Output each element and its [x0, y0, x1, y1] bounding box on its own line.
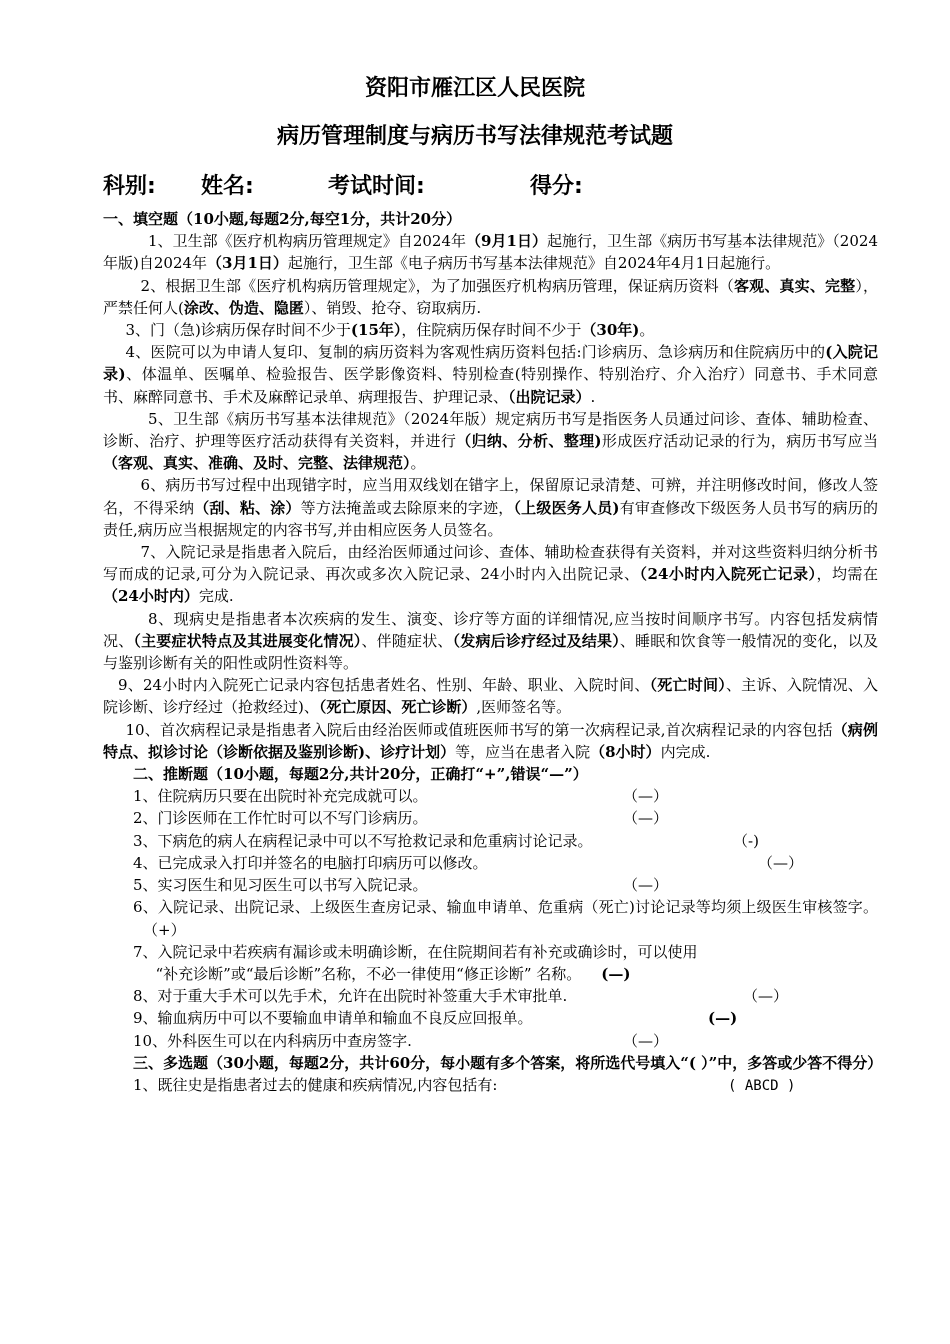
- section1-heading: 一、填空题（10小题,每题2分,每空1分，共计20分）: [103, 210, 462, 228]
- answer: （9月1日）: [466, 232, 547, 251]
- judge-question-6: 6、入院记录、出院记录、上级医生查房记录、输血申请单、危重病（死亡)讨论记录等均须上级医生审核签字。（+）: [133, 898, 878, 939]
- answer: （客观、真实、准确、及时、完整、法律规范）: [103, 454, 411, 473]
- judge-answer: （—）: [623, 787, 669, 806]
- hospital-name: 资阳市雁江区人民医院: [364, 76, 585, 101]
- judge-answer: （—）: [758, 853, 804, 872]
- fill-question-10: 10、首次病程记录是指患者入院后由经治医师或值班医师书写的第一次病程记录,首次病程记录的内容包括（病例特点、拟诊讨论（诊断依据及鉴别诊断)、诊疗计划）等，应当在患者入院（8小时）内完成.: [103, 720, 878, 761]
- judge-question-4: 4、已完成录入打印并签名的电脑打印病历可以修改。 （—）: [133, 853, 804, 872]
- section3-heading: 三、多选题（30小题，每题2分，共计60分，每小题有多个答案，将所选代号填入“( ）”中，多答或少答不得分）: [133, 1053, 883, 1072]
- fill-question-2: 2、根据卫生部《医疗机构病历管理规定》，为了加强医疗机构病历管理，保证病历资料（客观、真实、完整），严禁任何人(涂改、伪造、隐匿）、销毁、抢夺、窃取病历.: [103, 276, 878, 317]
- judge-answer: （—）: [743, 987, 789, 1006]
- answer: （发病后诊疗经过及结果）: [452, 631, 620, 650]
- section2-heading: 二、推断题（10小题，每题2分,共计20分，正确打“+”,错误“—”）: [133, 765, 588, 784]
- answer: (入院记录): [103, 343, 878, 384]
- multi-answer: ( ABCD ): [728, 1077, 796, 1094]
- fill-question-1: 1、卫生部《医疗机构病历管理规定》自2024年（9月1日）起施行，卫生部《病历书写基本法律规范》（2024年版)自2024年（3月1日）起施行，卫生部《电子病历书写基本法律规范》自2024年4月1日起施行。: [103, 232, 878, 273]
- answer: （主要症状特点及其进展变化情况）: [133, 631, 362, 650]
- judge-question-1: 1、住院病历只要在出院时补充完成就可以。 （—）: [133, 787, 669, 806]
- judge-answer: (—): [708, 1009, 738, 1028]
- judge-answer: （—）: [623, 1031, 669, 1050]
- fill-question-8: 8、现病史是指患者本次疾病的发生、演变、诊疗等方面的详细情况,应当按时间顺序书写。内容包括发病情况、（主要症状特点及其进展变化情况）、伴随症状、（发病后诊疗经过及结果）、睡眠和饮食等一般情况的变化，以及与鉴别诊断有关的阳性或阴性资料等。: [103, 609, 878, 673]
- answer: 涂改、伪造、隐匿: [183, 298, 304, 317]
- department-label: 科别:: [103, 174, 156, 199]
- answer: （死亡原因、死亡诊断）: [318, 698, 477, 717]
- judge-question-10: 10、外科医生可以在内科病历中查房签字. （—）: [133, 1031, 669, 1050]
- judge-question-2: 2、门诊医师在工作忙时可以不写门诊病历。 （—）: [133, 809, 669, 828]
- multi-question-1: 1、既往史是指患者过去的健康和疾病情况,内容包括有: ( ABCD ): [133, 1075, 796, 1094]
- judge-answer: (—): [601, 964, 631, 983]
- answer: （死亡时间）: [649, 676, 726, 695]
- answer: 客观、真实、完整: [734, 276, 856, 295]
- fill-question-9: 9、24小时内入院死亡记录内容包括患者姓名、性别、年龄、职业、入院时间、（死亡时间）、主诉、入院情况、入院诊断、诊疗经过（抢救经过)、（死亡原因、死亡诊断）,医师签名等。: [103, 676, 878, 717]
- fill-question-6: 6、病历书写过程中出现错字时，应当用双线划在错字上，保留原记录清楚、可辨，并注明修改时间，修改人签名，不得采纳（刮、粘、涂）等方法掩盖或去除原来的字迹，（上级医务人员)有审查修改下级医务人员书写的病历的责任,病历应当根据规定的内容书写,并由相应医务人员签名。: [103, 476, 878, 539]
- judge-question-3: 3、下病危的病人在病程记录中可以不写抢救记录和危重病讨论记录。 （-): [133, 831, 759, 850]
- answer: （30年): [581, 321, 640, 340]
- exam-time-label: 考试时间:: [328, 174, 425, 199]
- answer: （出院记录）: [508, 387, 591, 406]
- answer: （3月1日）: [207, 254, 288, 273]
- name-label: 姓名:: [201, 174, 254, 199]
- score-label: 得分:: [530, 174, 583, 199]
- fill-question-3: 3、门（急)诊病历保存时间不少于(15年），住院病历保存时间不少于（30年)。: [125, 321, 655, 340]
- judge-answer: （-): [733, 831, 759, 850]
- judge-question-7-cont: “补充诊断”或“最后诊断”名称，不必一律使用“修正诊断” 名称。 (—): [155, 964, 631, 983]
- judge-answer: （—）: [623, 809, 669, 828]
- answer: （8小时）: [590, 742, 661, 761]
- answer: （病例特点、拟诊讨论（诊断依据及鉴别诊断)、诊疗计划）: [103, 720, 878, 761]
- fill-question-4: 4、医院可以为申请人复印、复制的病历资料为客观性病历资料包括:门诊病历、急诊病历和住院病历中的(入院记录)、体温单、医嘱单、检验报告、医学影像资料、特别检查(特别操作、特别治疗、介入治疗）同意书、手术同意书、麻醉同意书、手术及麻醉记录单、病理报告、护理记录、（出院记录）.: [103, 343, 878, 406]
- answer: (15年）: [350, 321, 402, 340]
- answer: （上级医务人员): [513, 498, 620, 517]
- fill-question-7: 7、入院记录是指患者入院后，由经治医师通过问诊、查体、辅助检查获得有关资料，并对这些资料归纳分析书写而成的记录,可分为入院记录、再次或多次入院记录、24小时内入出院记录、（24小时内入院死亡记录），均需在（24小时内）完成.: [103, 543, 878, 606]
- exam-content: [103, 208, 883, 1097]
- judge-question-9: 9、输血病历中可以不要输血申请单和输血不良反应回报单。 (—): [133, 1009, 738, 1028]
- answer: （刮、粘、涂）: [194, 498, 301, 517]
- judge-question-8: 8、对于重大手术可以先手术，允许在出院时补签重大手术审批单. （—）: [133, 987, 789, 1006]
- fill-question-5: 5、卫生部《病历书写基本法律规范》（2024年版）规定病历书写是指医务人员通过问诊、查体、辅助检查、诊断、治疗、护理等医疗活动获得有关资料，并进行（归纳、分析、整理)形成医疗活动记录的行为，病历书写应当（客观、真实、准确、及时、完整、法律规范）。: [103, 409, 878, 473]
- judge-answer: （—）: [623, 876, 669, 895]
- answer: （24小时内）: [103, 587, 199, 606]
- exam-title: 病历管理制度与病历书写法律规范考试题: [276, 124, 673, 149]
- answer: （归纳、分析、整理): [456, 432, 602, 451]
- judge-question-7: 7、入院记录中若疾病有漏诊或未明确诊断，在住院期间若有补充或确诊时，可以使用: [133, 942, 698, 961]
- judge-answer: （+）: [143, 920, 186, 939]
- answer: （24小时内入院死亡记录）: [639, 565, 817, 584]
- judge-question-5: 5、实习医生和见习医生可以书写入院记录。 （—）: [133, 876, 669, 895]
